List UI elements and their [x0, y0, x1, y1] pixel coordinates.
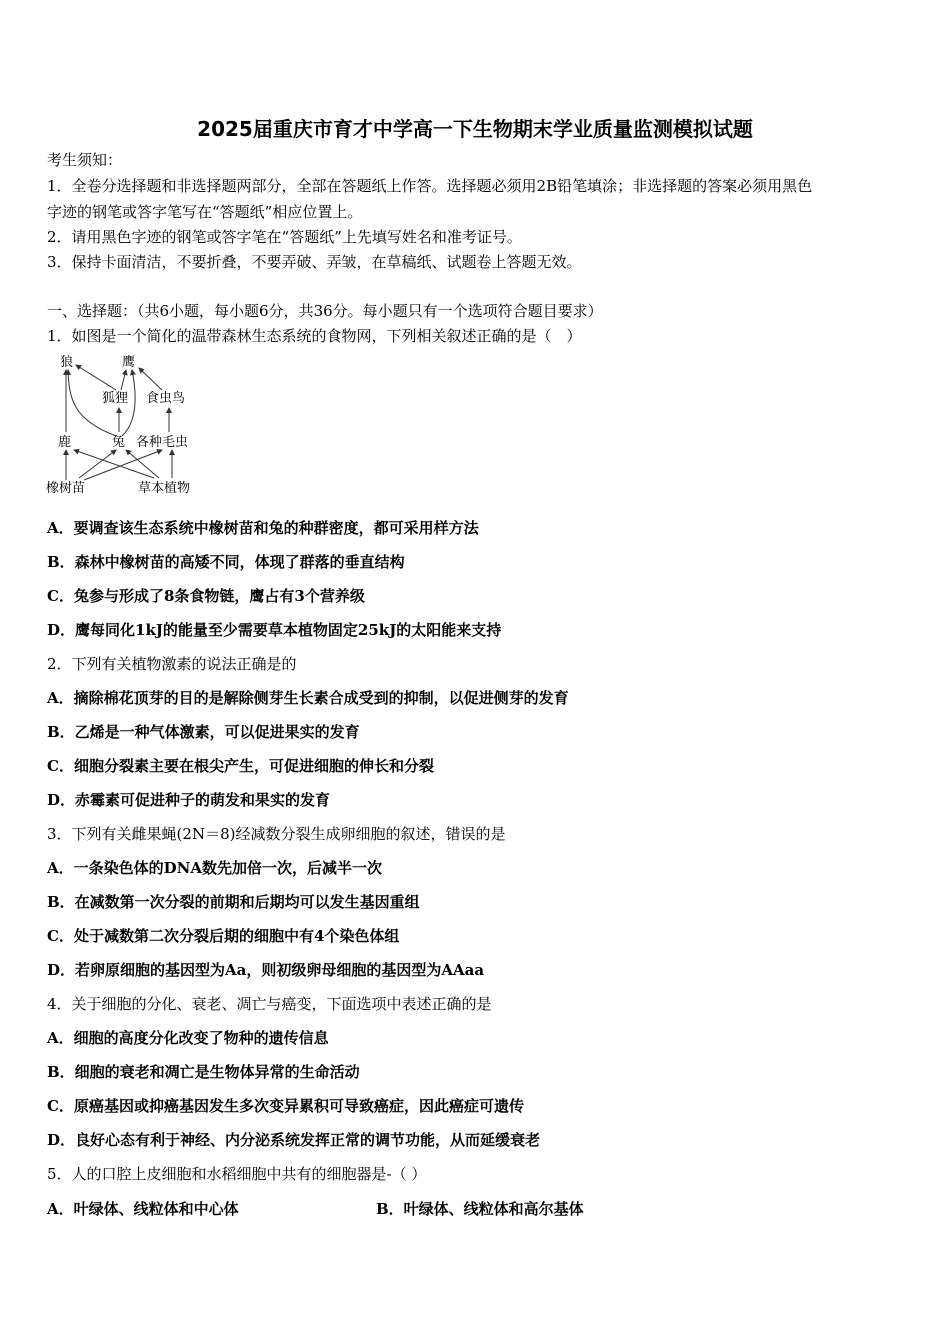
option: A．摘除棉花顶芽的目的是解除侧芽生长素合成受到的抑制，以促进侧芽的发育 [47, 689, 569, 707]
option: D．赤霉素可促进种子的萌发和果实的发育 [47, 791, 331, 809]
question-stem: 5．人的口腔上皮细胞和水稻细胞中共有的细胞器是-（ ） [47, 1165, 427, 1183]
node-bird: 食虫鸟 [146, 391, 186, 406]
section-heading: 一、选择题：（共6小题，每小题6分，共36分。每小题只有一个选项符合题目要求） [47, 302, 603, 320]
option: B．叶绿体、线粒体和高尔基体 [376, 1200, 584, 1218]
node-rabbit: 兔 [112, 435, 126, 450]
notice-line: 1．全卷分选择题和非选择题两部分，全部在答题纸上作答。选择题必须用2B铅笔填涂；非选择题的答案必须用黑色 [47, 177, 813, 195]
notice-heading: 考生须知： [47, 151, 123, 169]
node-caterpillar: 各种毛虫 [136, 435, 189, 450]
option: C．原癌基因或抑癌基因发生多次变异累积可导致癌症，因此癌症可遗传 [47, 1097, 524, 1115]
option: C．细胞分裂素主要在根尖产生，可促进细胞的伸长和分裂 [47, 757, 434, 775]
notice-line: 字迹的钢笔或答字笔写在“答题纸”相应位置上。 [47, 203, 363, 221]
notice-line: 3．保持卡面清洁，不要折叠，不要弄破、弄皱，在草稿纸、试题卷上答题无效。 [47, 253, 582, 271]
node-fox: 狐狸 [102, 391, 129, 406]
option: C．处于减数第二次分裂后期的细胞中有4个染色体组 [47, 927, 400, 945]
question-stem: 4．关于细胞的分化、衰老、凋亡与癌变，下面选项中表述正确的是 [47, 995, 492, 1013]
food-web-diagram [44, 350, 204, 500]
node-oak: 橡树苗 [46, 481, 86, 496]
option: B．细胞的衰老和凋亡是生物体异常的生命活动 [47, 1063, 360, 1081]
question-stem: 2．下列有关植物激素的说法正确是的 [47, 655, 297, 673]
option: B．森林中橡树苗的高矮不同，体现了群落的垂直结构 [47, 553, 405, 571]
option: B．在减数第一次分裂的前期和后期均可以发生基因重组 [47, 893, 420, 911]
node-deer: 鹿 [58, 435, 72, 450]
option: D．鹰每同化1kJ的能量至少需要草本植物固定25kJ的太阳能来支持 [47, 621, 502, 639]
node-eagle: 鹰 [122, 355, 136, 370]
option: A．要调查该生态系统中橡树苗和兔的种群密度，都可采用样方法 [47, 519, 479, 537]
question-stem: 3．下列有关雌果蝇(2N＝8)经减数分裂生成卵细胞的叙述，错误的是 [47, 825, 506, 843]
notice-line: 2．请用黑色字迹的钢笔或答字笔在“答题纸”上先填写姓名和准考证号。 [47, 228, 522, 246]
option: D．若卵原细胞的基因型为Aa，则初级卵母细胞的基因型为AAaa [47, 961, 485, 979]
option: A．一条染色体的DNA数先加倍一次，后减半一次 [47, 859, 382, 877]
node-herb: 草本植物 [138, 481, 191, 496]
option: D．良好心态有利于神经、内分泌系统发挥正常的调节功能，从而延缓衰老 [47, 1131, 541, 1149]
node-wolf: 狼 [60, 355, 74, 370]
question-stem: 1．如图是一个简化的温带森林生态系统的食物网，下列相关叙述正确的是（ ） [47, 327, 582, 345]
option: A．叶绿体、线粒体和中心体 [47, 1200, 239, 1218]
option: C．兔参与形成了8条食物链，鹰占有3个营养级 [47, 587, 365, 605]
option: A．细胞的高度分化改变了物种的遗传信息 [47, 1029, 329, 1047]
option: B．乙烯是一种气体激素，可以促进果实的发育 [47, 723, 360, 741]
page-title: 2025届重庆市育才中学高一下生物期末学业质量监测模拟试题 [197, 117, 753, 141]
